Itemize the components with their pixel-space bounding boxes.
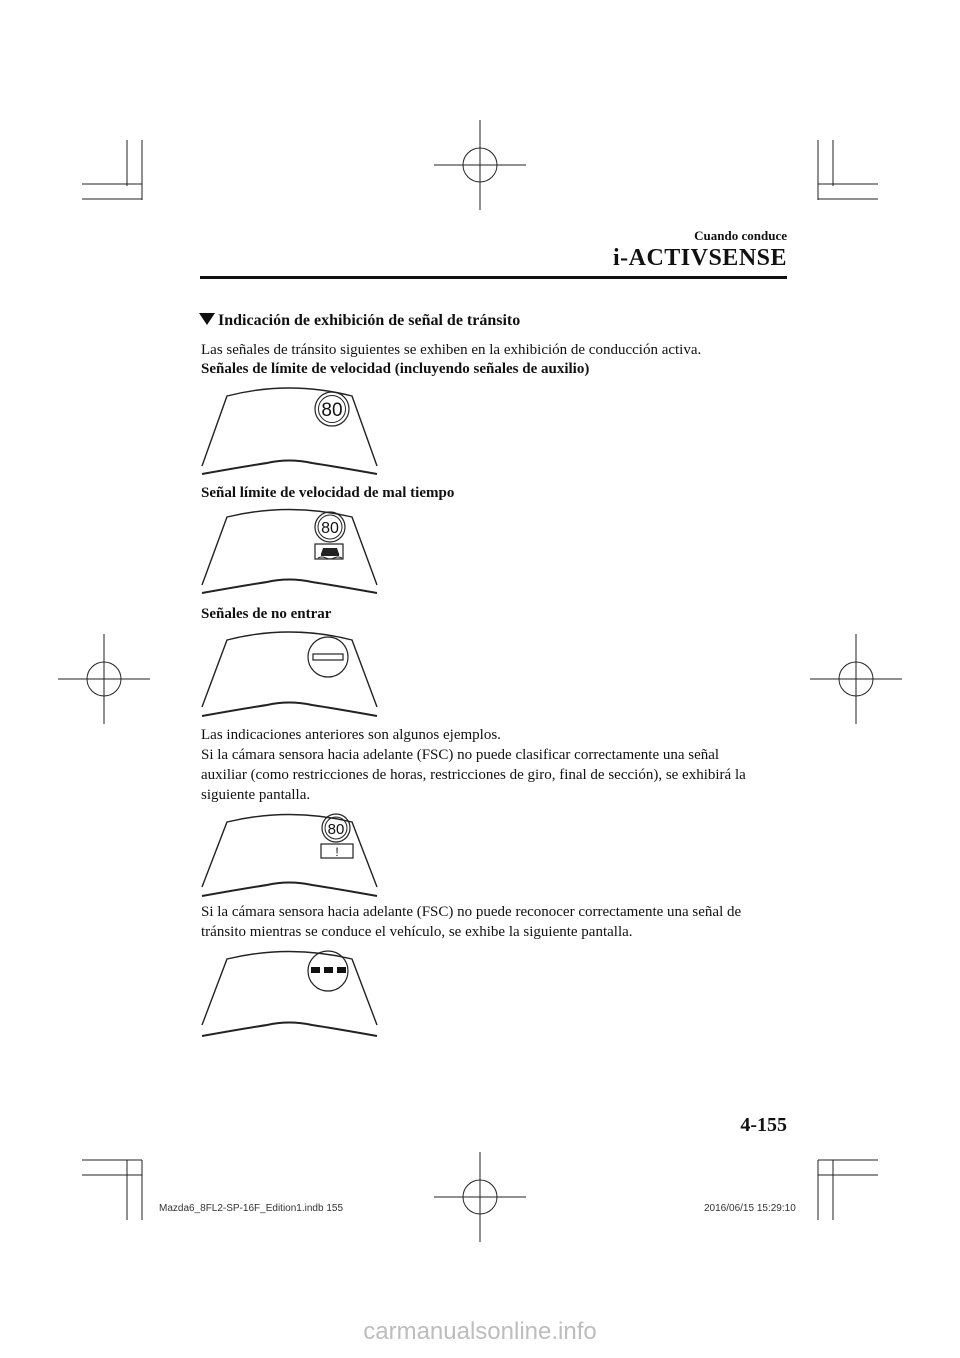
section-subtitle: Cuando conduce [694,228,787,243]
note-unrecognized-line1: Si la cámara sensora hacia adelante (FSC) no puede reconocer correctamente una señal de [201,904,742,920]
display-bad-weather-figure [197,500,382,600]
display-no-entry-figure [197,620,382,720]
note-examples: Las indicaciones anteriores son algunos ejemplos. [201,727,501,743]
unrecognized-dots-icon [311,967,346,973]
note-unrecognized-line2: tránsito mientras se conduce el vehículo, se exhibe la siguiente pantalla. [201,924,633,940]
label-no-entry: Señales de no entrar [201,606,332,622]
speed-limit-value: 80 [327,821,345,838]
display-unrecognized-figure [197,940,382,1040]
intro-text: Las señales de tránsito siguientes se exhiben en la exhibición de conducción activa. [201,342,702,358]
speed-limit-value: 80 [321,520,339,537]
watermark: carmanualsonline.info [363,1318,597,1345]
label-speed-signs: Señales de límite de velocidad (incluyendo señales de auxilio) [201,361,590,377]
triangle-bullet-icon [199,313,215,325]
note-fsc-line3: siguiente pantalla. [201,787,311,803]
section-heading: Indicación de exhibición de señal de tránsito [199,312,520,330]
header-rule [200,276,787,279]
speed-limit-value: 80 [321,400,343,421]
display-auxiliary-figure [197,804,382,904]
page-number: 4-155 [740,1114,787,1136]
label-bad-weather: Señal límite de velocidad de mal tiempo [201,485,455,501]
footer-file: Mazda6_8FL2-SP-16F_Edition1.indb 155 [159,1203,344,1214]
slippery-car-icon [318,548,342,559]
note-fsc-line1: Si la cámara sensora hacia adelante (FSC) no puede clasificar correctamente una señal [201,747,720,763]
no-entry-sign-icon [308,637,348,677]
footer-timestamp: 2016/06/15 15:29:10 [704,1203,796,1214]
exclamation-icon: ! [335,845,339,859]
display-speed-limit-figure [197,378,382,478]
note-fsc-line2: auxiliar (como restricciones de horas, restricciones de giro, final de sección), se exhibirá la [201,767,746,783]
section-title: i-ACTIVSENSE [612,245,787,271]
